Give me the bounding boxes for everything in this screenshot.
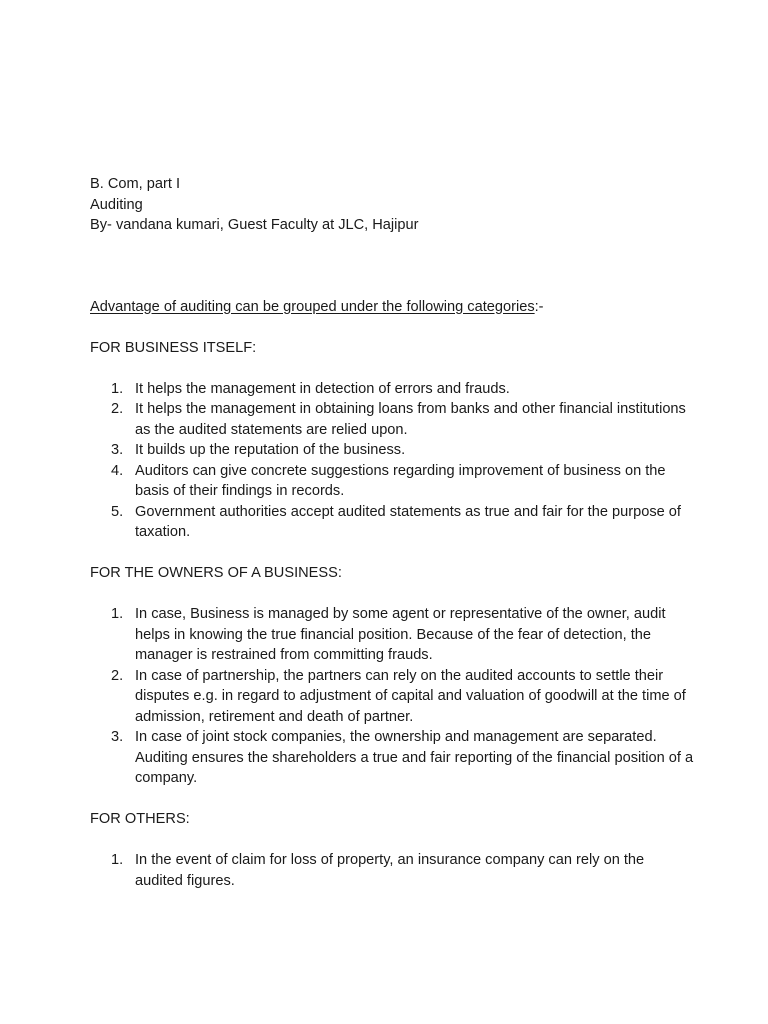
subject-line: Auditing xyxy=(90,196,143,213)
list-item-text: In case, Business is managed by some agent or representative of the owner, audit helps in knowing the true financial position. Because of the fear of detection, the manager is restrained from committing frauds. xyxy=(135,606,666,663)
list-number: 1. xyxy=(111,606,124,622)
list-item-text: In case of partnership, the partners can rely on the audited accounts to settle their disputes e.g. in regard to adjustment of capital and valuation of goodwill at the time of admission, retirement and death of partner. xyxy=(135,667,686,725)
list-number: 3. xyxy=(111,442,124,458)
intro-sentence xyxy=(90,297,690,318)
list-item xyxy=(90,399,695,440)
others-list xyxy=(90,850,690,891)
spacer xyxy=(90,584,690,605)
list-number: 3. xyxy=(111,729,124,745)
spacer xyxy=(90,830,690,851)
list-item-text: In the event of claim for loss of property, an insurance company can rely on the audited figures. xyxy=(135,852,645,889)
list-number: 2. xyxy=(111,401,124,417)
list-number: 4. xyxy=(111,462,124,479)
list-item xyxy=(90,727,695,789)
section-title-others: FOR OTHERS: xyxy=(90,811,190,827)
list-item-text: Government authorities accept audited statements as true and fair for the purpose of taxation. xyxy=(135,503,681,540)
document-body xyxy=(90,174,694,891)
list-number: 5. xyxy=(111,503,124,520)
spacer xyxy=(90,236,690,297)
list-item-text: It helps the management in detection of errors and frauds. xyxy=(135,380,510,397)
list-item xyxy=(90,666,695,728)
list-item-text: It builds up the reputation of the business. xyxy=(135,442,406,458)
list-item xyxy=(90,379,695,400)
list-item-text: It helps the management in obtaining loans from banks and other financial institutions as the audited statements are relied upon. xyxy=(135,401,686,438)
spacer xyxy=(90,789,690,810)
list-number: 1. xyxy=(111,380,124,397)
spacer xyxy=(90,317,690,338)
list-item-text: Auditors can give concrete suggestions regarding improvement of business on the basis of their findings in records. xyxy=(135,462,666,499)
list-number: 2. xyxy=(111,667,124,684)
list-item xyxy=(90,461,695,502)
owners-list xyxy=(90,604,694,789)
section-title-business: FOR BUSINESS ITSELF: xyxy=(90,339,257,356)
intro-suffix: :- xyxy=(534,298,544,315)
spacer xyxy=(90,358,690,379)
list-item xyxy=(90,850,695,891)
author-line: By- vandana kumari, Guest Faculty at JLC, Hajipur xyxy=(90,217,419,233)
intro-underlined: Advantage of auditing can be grouped under the following categories xyxy=(90,298,535,315)
list-item xyxy=(90,440,695,461)
list-item-text: In case of joint stock companies, the ownership and management are separated. Auditing ensures the shareholders a true and fair reporting of the financial position of a company. xyxy=(135,729,694,786)
list-item xyxy=(90,502,695,543)
list-item xyxy=(90,604,695,666)
business-list xyxy=(90,379,690,543)
list-number: 1. xyxy=(111,852,124,868)
section-title-owners: FOR THE OWNERS OF A BUSINESS: xyxy=(90,565,342,581)
spacer xyxy=(90,543,690,564)
course-line: B. Com, part I xyxy=(90,176,181,192)
